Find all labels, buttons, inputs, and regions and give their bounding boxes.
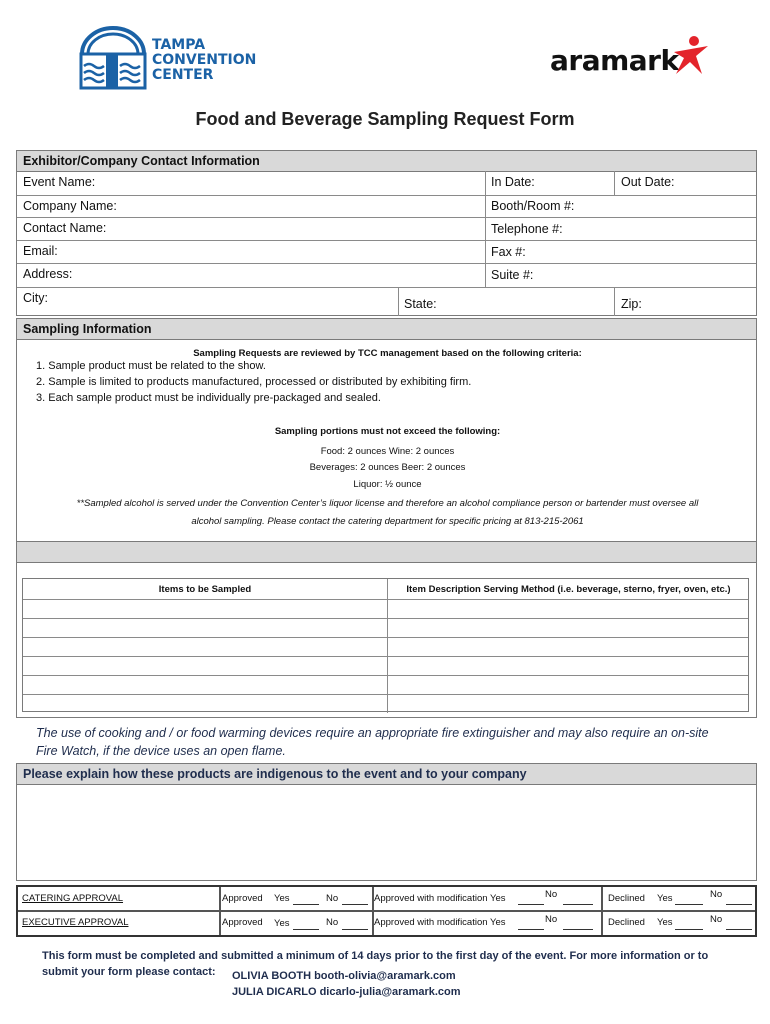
fax-label: Fax #: xyxy=(491,245,526,259)
explain-header-bar xyxy=(16,763,757,785)
contact-header-bar xyxy=(16,150,757,172)
items-row-2-col2[interactable] xyxy=(389,619,749,636)
executive-yes-field[interactable] xyxy=(293,929,319,930)
zip-label: Zip: xyxy=(621,297,642,311)
executive-no-field[interactable] xyxy=(342,929,368,930)
alcohol-note-line2: alcohol sampling. Please contact the catering department for specific pricing at 813-215-2061 xyxy=(191,516,584,527)
items-row-5-col2[interactable] xyxy=(389,676,749,693)
out-date-label: Out Date: xyxy=(621,175,675,189)
tcc-logo xyxy=(78,26,258,92)
address-label: Address: xyxy=(23,267,73,281)
executive-mod-no-field[interactable] xyxy=(563,929,593,930)
items-row-6-col1[interactable] xyxy=(24,695,386,712)
sampling-divider-bar xyxy=(16,541,757,563)
warning-line1: The use of cooking and / or food warming devices require an appropriate fire extinguisher and may also require an on-site xyxy=(36,726,709,740)
sampling-body xyxy=(16,339,757,542)
aramark-star-icon xyxy=(668,34,712,78)
criteria-item-3: 3. Each sample product must be individually pre-packaged and sealed. xyxy=(36,392,381,404)
tcc-logo-mark xyxy=(78,26,148,90)
items-col1-header: Items to be Sampled xyxy=(158,584,252,595)
executive-declined-yes-field[interactable] xyxy=(675,929,703,930)
footer-contact-julia: JULIA DICARLO dicarlo-julia@aramark.com xyxy=(232,986,461,998)
tcc-logo-line3: CENTER xyxy=(152,67,214,83)
executive-no-label: No xyxy=(326,917,339,928)
contact-table xyxy=(16,171,757,316)
warning-line2: Fire Watch, if the device uses an open flame. xyxy=(36,744,286,758)
catering-approved-label: Approved xyxy=(222,893,263,904)
items-row-1-col2[interactable] xyxy=(389,600,749,617)
booth-label: Booth/Room #: xyxy=(491,199,575,213)
executive-declined-label: Declined xyxy=(608,917,645,928)
portions-liquor: Liquor: ½ ounce xyxy=(353,479,422,490)
catering-mod-no-field[interactable] xyxy=(563,904,593,905)
items-table xyxy=(16,563,757,718)
aramark-logo xyxy=(550,40,720,84)
executive-declined-yes-label: Yes xyxy=(657,917,673,928)
tcc-logo-line1: TAMPA xyxy=(152,37,206,53)
city-label: City: xyxy=(23,291,48,305)
explain-textarea[interactable] xyxy=(16,784,757,881)
aramark-logo-text: aramark xyxy=(550,44,679,77)
event-name-label: Event Name: xyxy=(23,175,96,189)
footer-line1: This form must be completed and submitted a minimum of 14 days prior to the first day of the event. For more information or to xyxy=(42,950,709,962)
catering-mod-yes-field[interactable] xyxy=(518,904,544,905)
catering-declined-yes-label: Yes xyxy=(657,893,673,904)
catering-approved-mod-label: Approved with modification Yes xyxy=(374,893,506,904)
items-row-4-col1[interactable] xyxy=(24,657,386,674)
executive-yes-label: Yes xyxy=(274,918,290,929)
items-grid xyxy=(22,578,749,712)
tcc-logo-line2: CONVENTION xyxy=(152,52,257,68)
executive-approved-mod-label: Approved with modification Yes xyxy=(374,917,506,928)
items-row-3-col1[interactable] xyxy=(24,638,386,655)
catering-declined-no-field[interactable] xyxy=(726,904,752,905)
catering-no-field[interactable] xyxy=(342,904,368,905)
items-row-4-col2[interactable] xyxy=(389,657,749,674)
criteria-item-1: 1. Sample product must be related to the show. xyxy=(36,360,266,372)
explain-header: Please explain how these products are indigenous to the event and to your company xyxy=(23,767,527,781)
items-row-1-col1[interactable] xyxy=(24,600,386,617)
items-row-5-col1[interactable] xyxy=(24,676,386,693)
items-row-2-col1[interactable] xyxy=(24,619,386,636)
alcohol-note-line1: **Sampled alcohol is served under the Convention Center’s liquor license and therefore an alcohol compliance person or bartender must oversee all xyxy=(76,498,699,509)
state-label: State: xyxy=(404,297,437,311)
executive-approval-label: EXECUTIVE APPROVAL xyxy=(22,917,129,928)
suite-label: Suite #: xyxy=(491,268,534,282)
telephone-label: Telephone #: xyxy=(491,222,563,236)
footer-line2: submit your form please contact: xyxy=(42,966,216,978)
catering-yes-label: Yes xyxy=(274,893,290,904)
catering-no-label: No xyxy=(326,893,339,904)
executive-declined-no-field[interactable] xyxy=(726,929,752,930)
portions-title: Sampling portions must not exceed the following: xyxy=(274,426,501,437)
catering-declined-no-label: No xyxy=(710,889,723,900)
contact-header: Exhibitor/Company Contact Information xyxy=(23,154,260,168)
criteria-item-2: 2. Sample is limited to products manufactured, processed or distributed by exhibiting firm. xyxy=(36,376,472,388)
contact-name-label: Contact Name: xyxy=(23,221,107,235)
items-row-3-col2[interactable] xyxy=(389,638,749,655)
company-name-label: Company Name: xyxy=(23,199,117,213)
sampling-header: Sampling Information xyxy=(23,322,152,336)
portions-beverages-beer: Beverages: 2 ounces Beer: 2 ounces xyxy=(309,462,466,473)
executive-approved-label: Approved xyxy=(222,917,263,928)
catering-mod-no-label: No xyxy=(545,889,558,900)
portions-food-wine: Food: 2 ounces Wine: 2 ounces xyxy=(320,446,455,457)
catering-approval-label: CATERING APPROVAL xyxy=(22,893,124,904)
executive-mod-yes-field[interactable] xyxy=(518,929,544,930)
catering-yes-field[interactable] xyxy=(293,904,319,905)
items-col2-header: Item Description Serving Method (i.e. beverage, sterno, fryer, oven, etc.) xyxy=(406,584,731,595)
email-label: Email: xyxy=(23,244,58,258)
catering-declined-yes-field[interactable] xyxy=(675,904,703,905)
in-date-label: In Date: xyxy=(491,175,535,189)
catering-declined-label: Declined xyxy=(608,893,645,904)
approvals-table xyxy=(16,885,757,937)
executive-mod-no-label: No xyxy=(545,914,558,925)
page-title: Food and Beverage Sampling Request Form xyxy=(195,109,575,129)
executive-declined-no-label: No xyxy=(710,914,723,925)
sampling-header-bar xyxy=(16,318,757,340)
items-row-6-col2[interactable] xyxy=(389,695,749,712)
criteria-title: Sampling Requests are reviewed by TCC management based on the following criteria: xyxy=(193,348,582,359)
footer-contact-olivia: OLIVIA BOOTH booth-olivia@aramark.com xyxy=(232,970,456,982)
